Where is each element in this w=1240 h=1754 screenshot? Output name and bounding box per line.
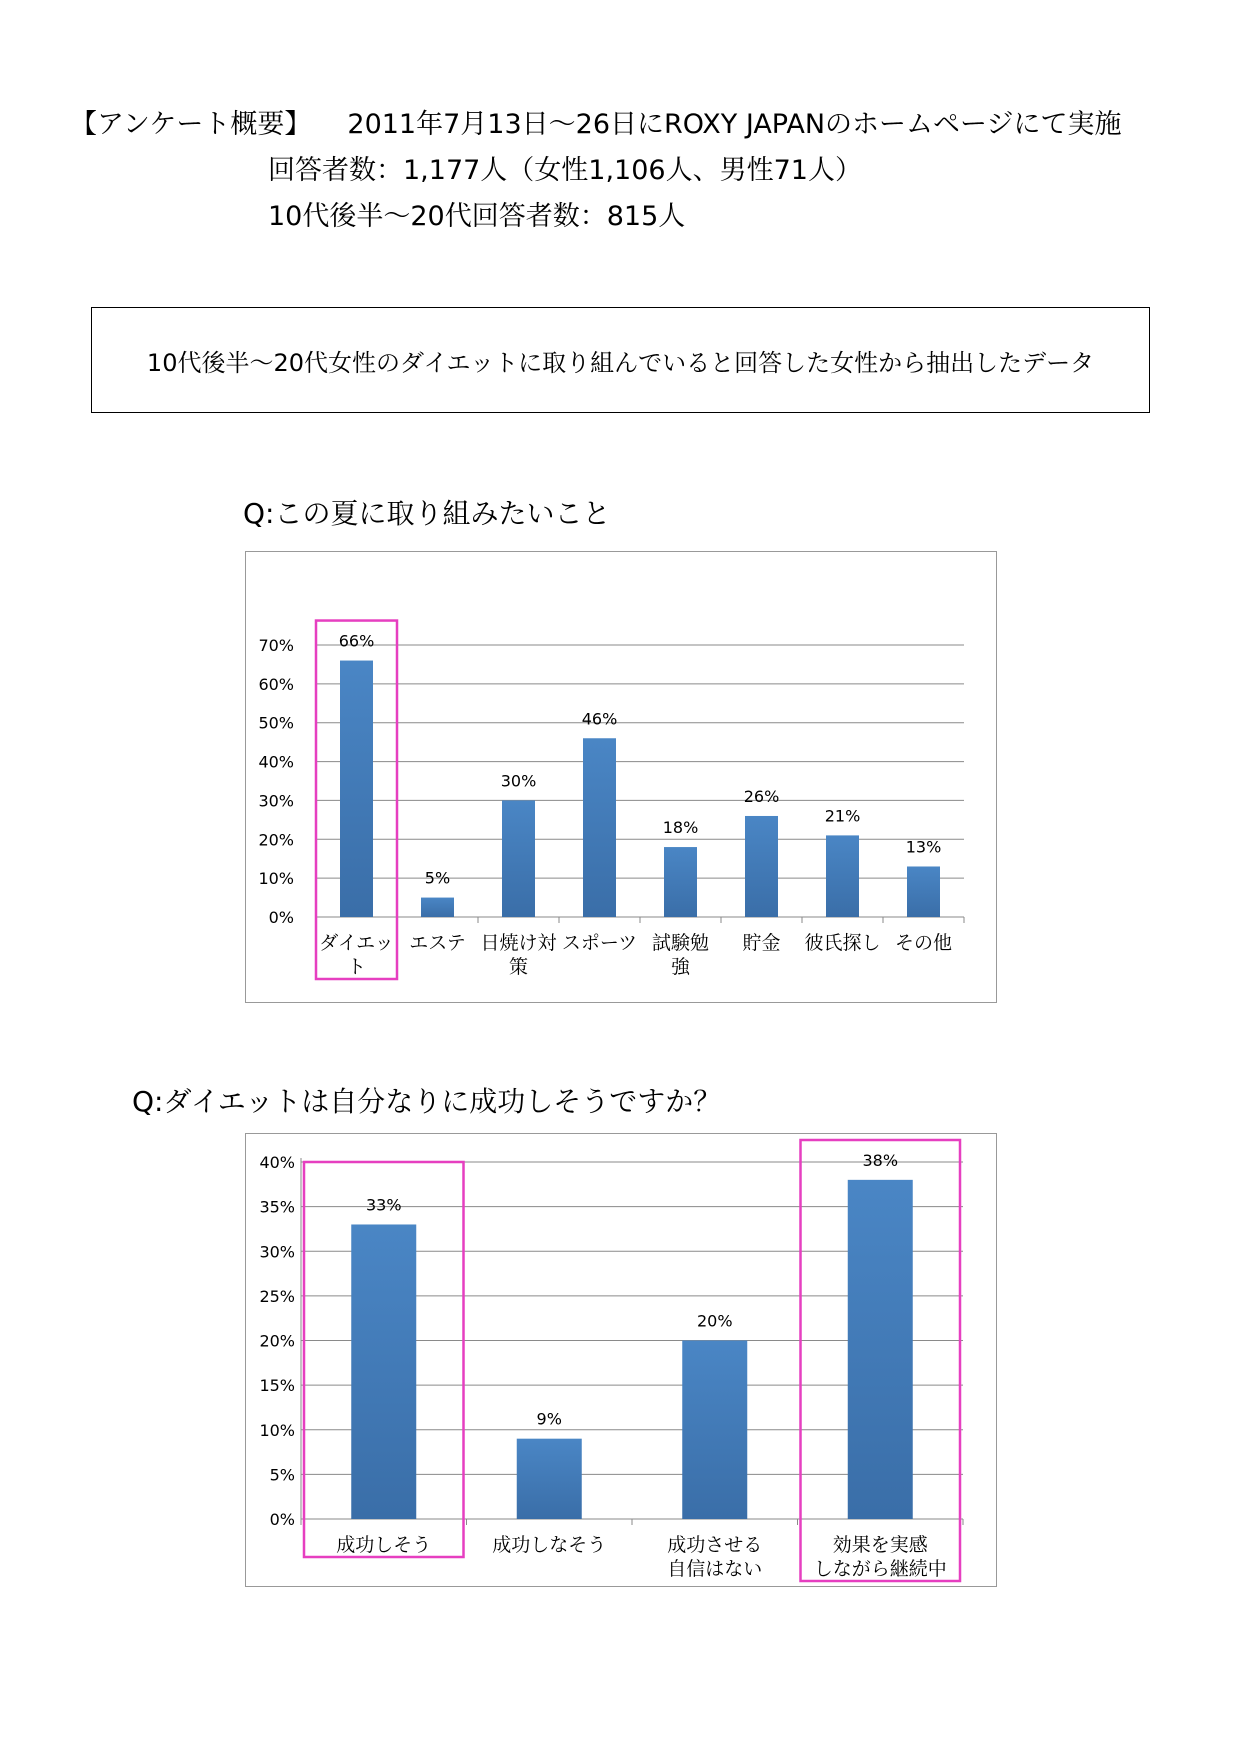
chart1-data-label: 30%: [500, 771, 537, 791]
chart1-bar: [745, 816, 778, 917]
chart2-ytick-label: 25%: [259, 1286, 295, 1306]
chart1-category-label: 貯金: [742, 932, 781, 954]
chart1-ytick-label: 0%: [268, 908, 294, 927]
chart1-plot: [246, 552, 998, 1004]
chart1-category-label: エステ: [409, 932, 466, 954]
chart1-title: Q:この夏に取り組みたいこと: [243, 497, 611, 530]
chart2-ytick-label: 20%: [259, 1331, 295, 1351]
chart1-bar: [502, 800, 535, 917]
chart2-ytick-label: 15%: [259, 1376, 295, 1396]
chart1-category-label: 彼氏探し: [804, 932, 881, 954]
chart1-category-label: 策: [508, 956, 529, 978]
chart1-data-label: 66%: [338, 631, 375, 651]
chart2-category-label: 自信はない: [667, 1558, 763, 1580]
chart1-bar: [583, 738, 616, 917]
survey-period-text: 2011年7月13日〜26日にROXY JAPANのホームページにて実施: [347, 109, 1122, 140]
chart2-title: Q:ダイエットは自分なりに成功しそうですか？: [132, 1085, 722, 1118]
chart2-plot: [246, 1134, 998, 1588]
chart1-category-label: 試験勉: [651, 932, 710, 954]
chart1-ytick-label: 30%: [258, 791, 294, 811]
chart2-ytick-label: 40%: [259, 1153, 295, 1172]
chart1-data-label: 46%: [581, 709, 618, 729]
chart1-ytick-label: 70%: [258, 636, 294, 655]
chart1-bar: [826, 835, 859, 917]
chart2-ytick-label: 0%: [269, 1510, 295, 1529]
chart1-ytick-label: 50%: [258, 713, 294, 733]
chart2-bar: [682, 1341, 747, 1520]
chart2-ytick-label: 5%: [269, 1465, 295, 1485]
chart1-category-label: ダイエッ: [319, 932, 394, 954]
chart1-ytick-label: 40%: [258, 752, 294, 772]
chart2-data-label: 9%: [536, 1409, 562, 1429]
chart2-category-label: しながら継続中: [813, 1558, 947, 1580]
chart1-category-label: その他: [894, 932, 953, 954]
chart1-ytick-label: 60%: [258, 674, 294, 694]
chart2-ytick-label: 10%: [259, 1420, 295, 1440]
chart1-ytick-label: 10%: [258, 869, 294, 889]
chart2-data-label: 33%: [365, 1195, 402, 1215]
data-scope-note: [91, 307, 1150, 413]
chart1-data-label: 26%: [743, 786, 780, 806]
chart1-frame: [245, 551, 997, 1003]
chart2-data-label: 20%: [696, 1311, 733, 1331]
chart2-bar: [848, 1180, 913, 1519]
chart1-data-label: 21%: [824, 806, 861, 826]
chart1-bar: [664, 847, 697, 917]
chart1-data-label: 18%: [662, 818, 699, 838]
chart2-category-label: 成功しなそう: [492, 1534, 607, 1556]
chart1-bar: [907, 866, 940, 917]
chart1-data-label: 13%: [905, 837, 942, 857]
chart1-category-label: 日焼け対: [480, 932, 557, 954]
chart1-ytick-label: 20%: [258, 830, 294, 850]
chart2-category-label: 成功させる: [667, 1534, 763, 1556]
chart1-category-label: ト: [346, 956, 367, 978]
chart1-category-label: スポーツ: [561, 932, 638, 954]
chart2-frame: [245, 1133, 997, 1587]
chart2-category-label: 成功しそう: [336, 1534, 432, 1556]
chart1-bar: [421, 898, 454, 917]
survey-overview-line1: [70, 102, 1122, 141]
data-scope-note-text: 10代後半〜20代女性のダイエットに取り組んでいると回答した女性から抽出したデータ: [146, 348, 1095, 377]
survey-overview-label: 【アンケート概要】: [70, 109, 312, 140]
chart2-ytick-label: 30%: [259, 1242, 295, 1262]
chart1-data-label: 5%: [424, 868, 451, 888]
respondent-count: 回答者数：1,177人（女性1,106人、男性71人）: [268, 155, 862, 186]
target-respondent-count: 10代後半〜20代回答者数：815人: [268, 201, 686, 232]
chart2-data-label: 38%: [862, 1150, 899, 1170]
chart2-ytick-label: 35%: [259, 1197, 295, 1217]
chart2-category-label: 効果を実感: [832, 1534, 928, 1556]
chart1-bar: [340, 661, 373, 917]
chart2-bar: [351, 1224, 416, 1519]
chart1-category-label: 強: [670, 956, 691, 978]
chart2-bar: [517, 1439, 582, 1519]
